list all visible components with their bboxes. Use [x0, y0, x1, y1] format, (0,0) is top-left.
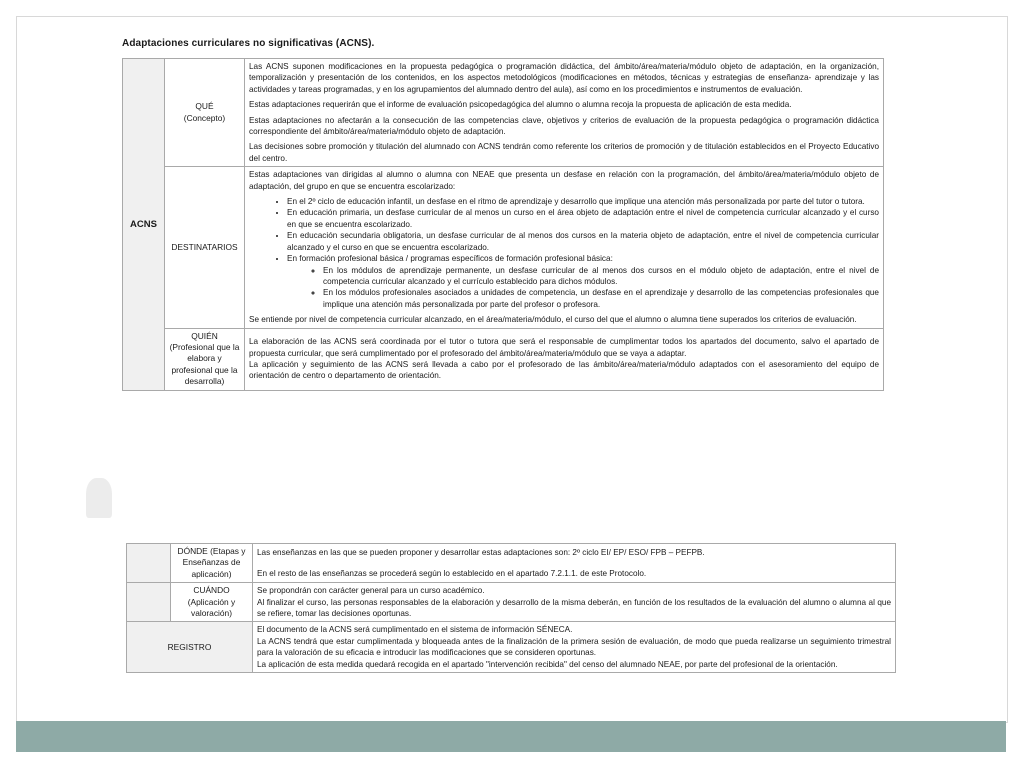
acns-table-lower	[126, 543, 896, 673]
row-donde	[127, 544, 896, 583]
paragraph: La elaboración de las ACNS será coordinada por el tutor o tutora que será el responsable de cumplimentar todos los apartados del documento, salvo el apartado de propuesta curricular, que será cumplimentado por el profesorado del ámbito/área/materia/módulo que se vaya a adaptar.	[249, 337, 879, 358]
document-heading: Adaptaciones curriculares no significativas (ACNS).	[122, 38, 375, 49]
paragraph: Estas adaptaciones no afectarán a la consecución de las competencias clave, objetivos y criterios de evaluación de la propuesta pedagógica o programación didáctica correspondiente del ámbito/área/materia/módulo objeto de adaptación.	[249, 115, 879, 137]
paragraph: Se entiende por nivel de competencia curricular alcanzado, en el área/materia/módulo, el curso del que el alumno o alumna tiene superados los criterios de evaluación.	[249, 315, 857, 325]
cuando-content	[253, 583, 896, 622]
donde-label-cell	[171, 544, 253, 583]
sub-list	[287, 265, 879, 311]
list-item: • En educación primaria, un desfase curricular de al menos un curso en el área objeto de adaptación entre el nivel de competencia curricular alcanzado y el curso en que se encuentra escolarizado.	[287, 207, 879, 230]
slide-footer-bar	[16, 721, 1006, 752]
acns-label-cell	[123, 59, 165, 391]
watermark-figure-icon	[86, 478, 112, 518]
cuando-label: CUÁNDO (Aplicación y valoración)	[187, 585, 236, 619]
quien-content	[245, 328, 884, 390]
list-item: • En educación secundaria obligatoria, un desfase curricular de al menos dos cursos en la materia objeto de adaptación, entre el nivel de competencia curricular alcanzado y el curso en que se encuentra escolarizado.	[287, 230, 879, 253]
registro-label-cell	[127, 622, 253, 673]
paragraph: Al finalizar el curso, las personas responsables de la elaboración y desarrollo de la misma deberán, en función de los resultados de la evaluación del alumno o alumna al que se refiere, tomar las decisiones oportunas.	[257, 597, 891, 619]
destinatarios-label: DESTINATARIOS	[171, 241, 238, 252]
paragraph: Las decisiones sobre promoción y titulación del alumnado con ACNS tendrán como referente los criterios de promoción y de titulación establecidos en el Proyecto Educativo del centro.	[249, 142, 879, 163]
donde-content	[253, 544, 896, 583]
list-item-text: En formación profesional básica / programas específicos de formación profesional básica:	[287, 254, 613, 264]
acns-table-upper	[122, 58, 884, 391]
target-list	[249, 196, 879, 310]
destinatarios-label-cell	[165, 167, 245, 328]
que-label: QUÉ	[195, 101, 214, 112]
paragraph: La aplicación y seguimiento de las ACNS será llevada a cabo por el profesorado de las ámbito/área/materia/módulo adaptados con el asesoramiento del equipo de orientación de centro o departamento de orientación.	[249, 360, 879, 381]
que-sublabel: (Concepto)	[183, 112, 226, 123]
blank-cell	[127, 544, 171, 583]
list-item	[287, 253, 879, 310]
acns-label: ACNS	[130, 218, 157, 230]
donde-label: DÓNDE (Etapas y Enseñanzas de aplicación)	[177, 546, 246, 579]
sub-list-item: ◦ En los módulos profesionales asociados a unidades de competencia, un desfase en el aprendizaje y desarrollo de las competencias profesionales que implique una atención más personalizada por parte del profesor o profesora.	[323, 287, 879, 310]
paragraph: Las enseñanzas en las que se pueden proponer y desarrollar estas adaptaciones son: 2º ciclo EI/ EP/ ESO/ FPB – PEFPB.	[257, 548, 705, 558]
que-label-cell	[165, 59, 245, 167]
paragraph: El documento de la ACNS será cumplimentado en el sistema de información SÉNECA.	[257, 625, 573, 635]
row-quien	[123, 328, 884, 390]
row-que	[123, 59, 884, 167]
paragraph: En el resto de las enseñanzas se procederá según lo establecido en el apartado 7.2.1.1. de este Protocolo.	[257, 568, 647, 578]
registro-content	[253, 622, 896, 673]
que-content	[245, 59, 884, 167]
list-item: • En el 2º ciclo de educación infantil, un desfase en el ritmo de aprendizaje y desarrollo que implique una atención más personalizada por parte del tutor o tutora.	[287, 196, 879, 207]
blank-cell	[127, 583, 171, 622]
row-cuando	[127, 583, 896, 622]
paragraph: La ACNS tendrá que estar cumplimentada y bloqueada antes de la finalización de la primera sesión de evaluación, de modo que pueda realizarse un seguimiento trimestral para la valoración de su eficacia e introducir las modificaciones que se consideren oportunas.	[257, 636, 891, 658]
cuando-label-cell	[171, 583, 253, 622]
paragraph: La aplicación de esta medida quedará recogida en el apartado "intervención recibida" del censo del alumnado NEAE, por parte del profesional de la orientación.	[257, 659, 838, 669]
destinatarios-content	[245, 167, 884, 328]
paragraph: Estas adaptaciones van dirigidas al alumno o alumna con NEAE que presenta un desfase en relación con la programación, del ámbito/área/materia/módulo objeto de adaptación, del grupo en que se encuentra escolarizado:	[249, 170, 879, 191]
paragraph: Estas adaptaciones requerirán que el informe de evaluación psicopedagógica del alumno o alumna recoja la propuesta de aplicación de esta medida.	[249, 100, 792, 110]
paragraph: Las ACNS suponen modificaciones en la propuesta pedagógica o programación didáctica, del ámbito/área/materia/módulo objeto de adaptación, en la organización, temporalización y presentación de los contenidos, en los aspectos metodológicos (modificaciones en métodos, técnicas y estrategias de enseñanza- aprendizaje y las actividades y tareas programadas, y en los agrupamientos del alumnado dentro del aula), así como en los procedimientos e instrumentos de evaluación.	[249, 62, 879, 94]
quien-label-cell	[165, 328, 245, 390]
row-registro	[127, 622, 896, 673]
quien-label: QUIÉN (Profesional que la elabora y profesional que la desarrolla)	[169, 330, 240, 387]
paragraph: Se propondrán con carácter general para un curso académico.	[257, 586, 485, 596]
sub-list-item: ◦ En los módulos de aprendizaje permanente, un desfase curricular de al menos dos cursos en el módulo objeto de adaptación, entre el nivel de competencia curricular alcanzado y el currículo establecido para dichos módulos.	[323, 265, 879, 288]
row-destinatarios	[123, 167, 884, 328]
registro-label: REGISTRO	[167, 641, 212, 652]
